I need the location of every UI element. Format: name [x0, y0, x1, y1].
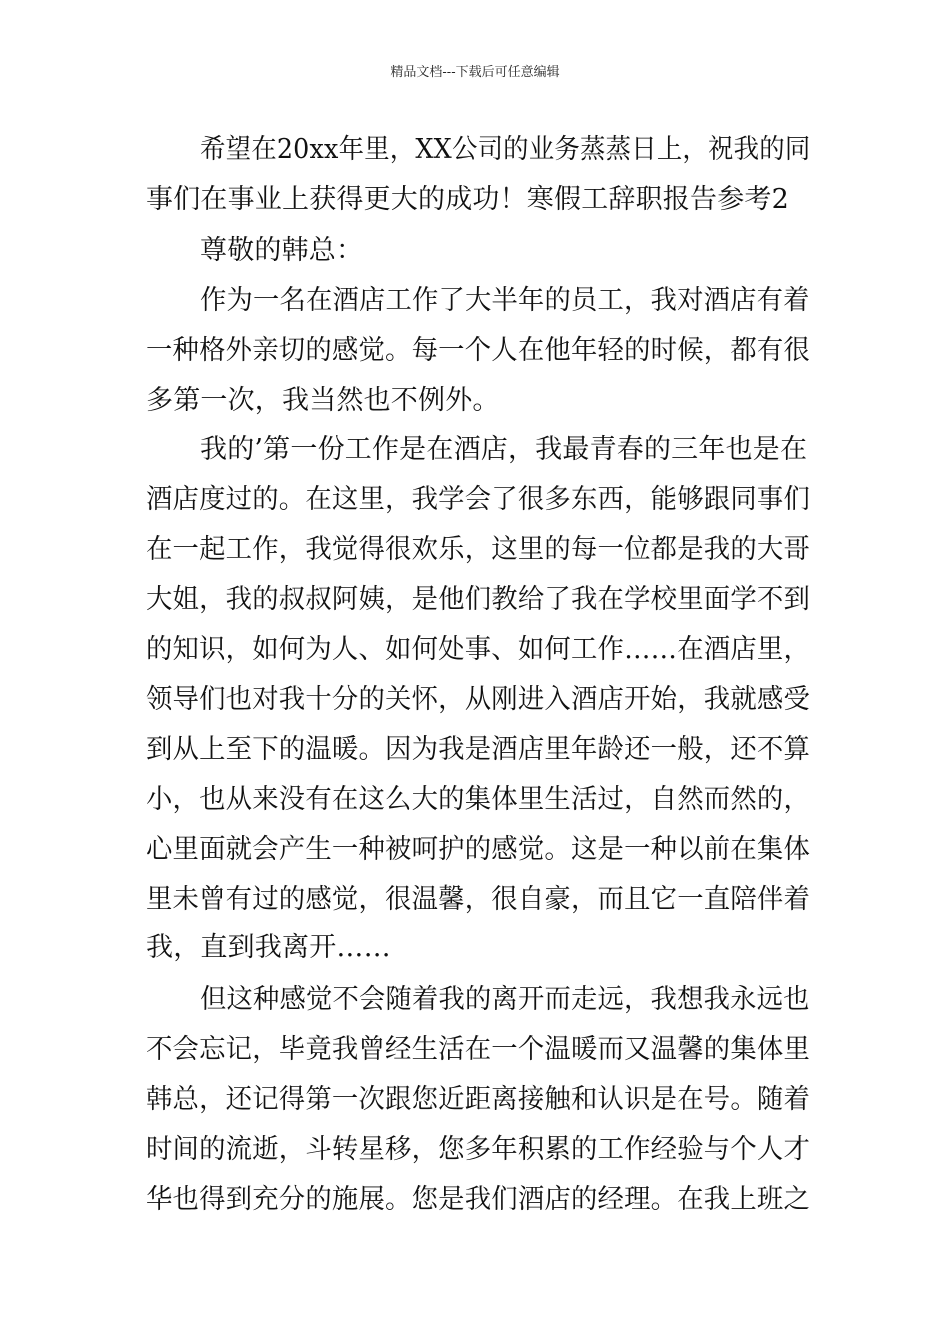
text-line: 领导们也对我十分的关怀，从刚进入酒店开始，我就感受 — [146, 684, 811, 715]
text-line: 我的’第一份工作是在酒店，我最青春的三年也是在 — [200, 434, 808, 465]
text-line: 希望在20xx年里，XX公司的业务蒸蒸日上，祝我的同 — [200, 134, 811, 165]
text-line: 里未曾有过的感觉，很温馨，很自豪，而且它一直陪伴着 — [146, 884, 811, 915]
text-line: 作为一名在酒店工作了大半年的员工，我对酒店有着 — [200, 285, 810, 316]
text-line: 酒店度过的。在这里，我学会了很多东西，能够跟同事们 — [146, 484, 811, 515]
text-line: 的知识，如何为人、如何处事、如何工作……在酒店里， — [146, 634, 811, 665]
text-line: 事们在事业上获得更大的成功！寒假工辞职报告参考2 — [146, 184, 789, 215]
text-line: 一种格外亲切的感觉。每一个人在他年轻的时候，都有很 — [146, 335, 811, 366]
text-line: 时间的流逝，斗转星移，您多年积累的工作经验与个人才 — [146, 1134, 811, 1165]
text-line: 韩总，还记得第一次跟您近距离接触和认识是在号。随着 — [146, 1084, 811, 1115]
text-line: 尊敬的韩总： — [200, 235, 364, 266]
text-line: 在一起工作，我觉得很欢乐，这里的每一位都是我的大哥 — [146, 534, 811, 565]
text-line: 但这种感觉不会随着我的离开而走远，我想我永远也 — [200, 984, 810, 1015]
text-line: 多第一次，我当然也不例外。 — [146, 385, 500, 416]
page-header: 精品文档---下载后可任意编辑 — [390, 65, 560, 80]
text-line: 我，直到我离开…… — [146, 932, 391, 963]
text-line: 不会忘记，毕竟我曾经生活在一个温暖而又温馨的集体里 — [146, 1034, 811, 1065]
text-line: 小，也从来没有在这么大的集体里生活过，自然而然的， — [146, 784, 811, 815]
text-line: 大姐，我的叔叔阿姨，是他们教给了我在学校里面学不到 — [146, 584, 811, 615]
text-line: 到从上至下的温暖。因为我是酒店里年龄还一般，还不算 — [146, 734, 811, 765]
text-line: 心里面就会产生一种被呵护的感觉。这是一种以前在集体 — [146, 834, 811, 865]
text-line: 华也得到充分的施展。您是我们酒店的经理。在我上班之 — [146, 1184, 811, 1215]
